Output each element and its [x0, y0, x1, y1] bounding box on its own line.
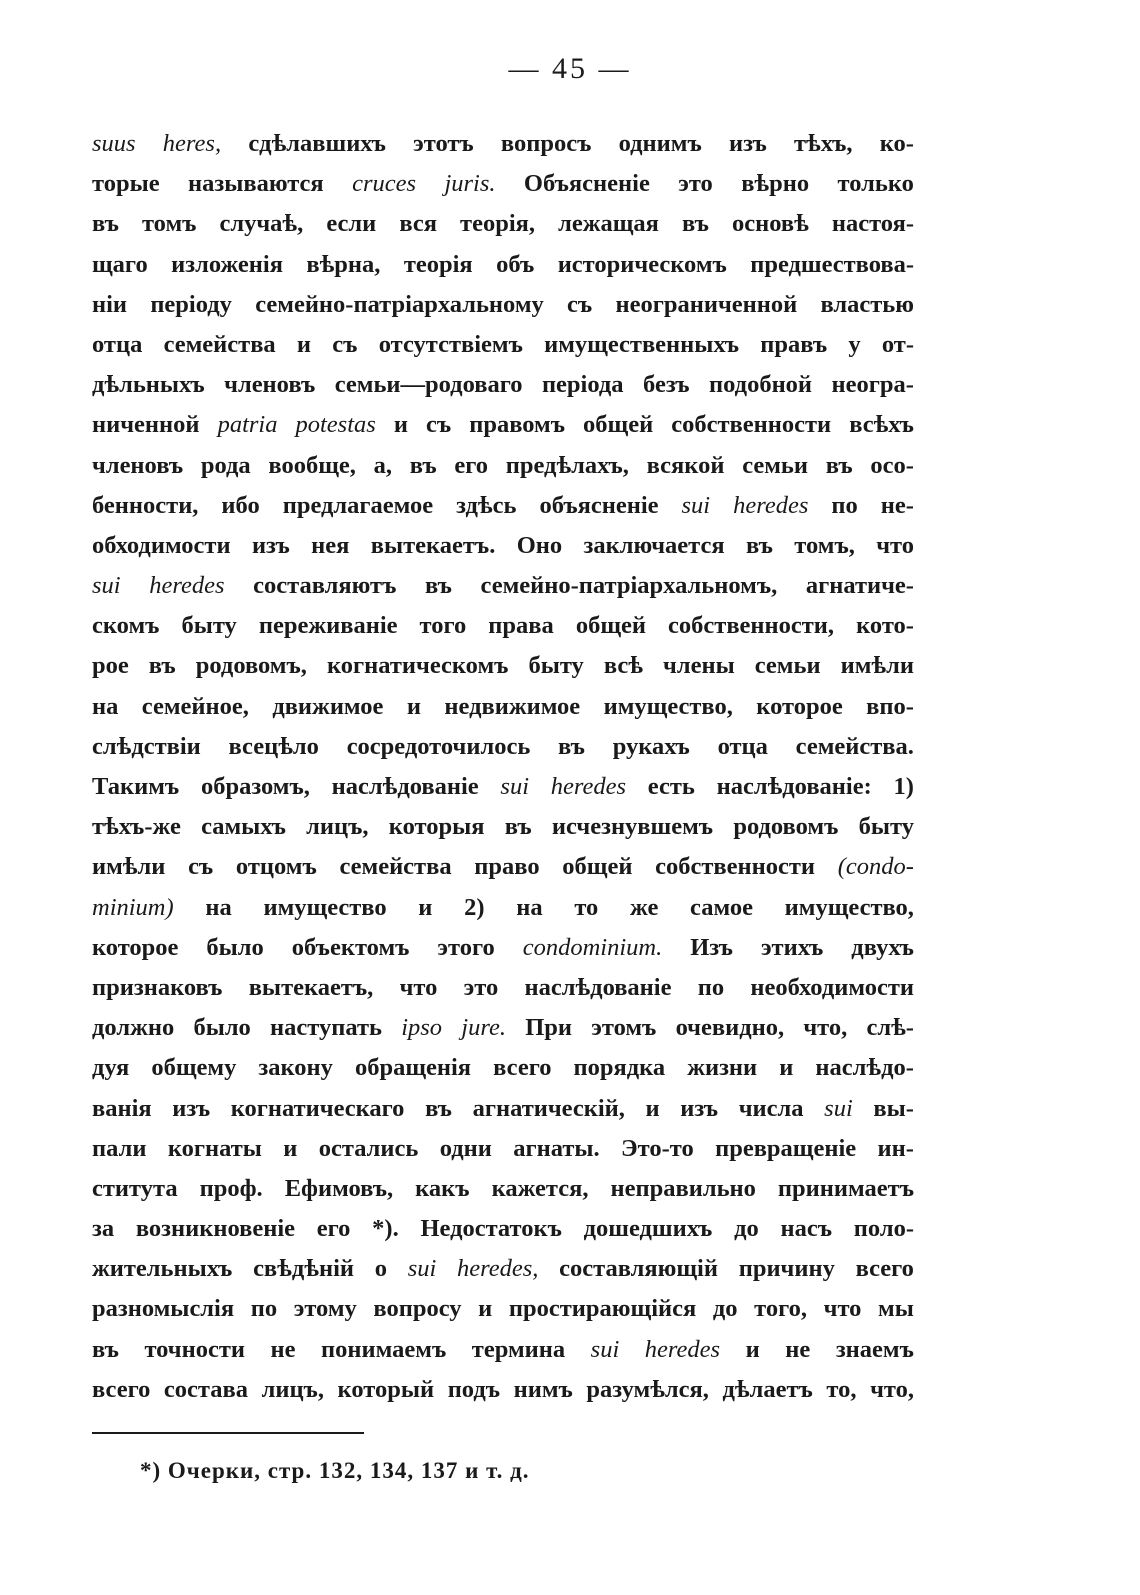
text-line: за возникновеніе его *). Недостатокъ дошедшихъ до насъ поло- [92, 1215, 914, 1243]
text-line: которое было объектомъ этого condominium. Изъ этихъ двухъ [92, 933, 914, 961]
text-line: ниченной patria potestas и съ правомъ общей собственности всѣхъ [92, 411, 914, 439]
text-line: suus heres, сдѣлавшихъ этотъ вопросъ однимъ изъ тѣхъ, ко- [92, 130, 914, 157]
text-line: торые называются cruces juris. Объясненіе это вѣрно только [92, 170, 914, 198]
text-line: на семейное, движимое и недвижимое имущество, которое впо- [92, 692, 914, 720]
text-line: рое въ родовомъ, когнатическомъ быту всѣ члены семьи имѣли [92, 652, 914, 680]
text-line: пали когнаты и остались одни агнаты. Это-то превращеніе ин- [92, 1134, 914, 1162]
text-line: ститута проф. Ефимовъ, какъ кажется, неправильно принимаетъ [92, 1174, 914, 1202]
text-line: бенности, ибо предлагаемое здѣсь объясненіе sui heredes по не- [92, 491, 914, 519]
text-line: отца семейства и съ отсутствіемъ имущественныхъ правъ у от- [92, 330, 914, 358]
text-line: тѣхъ-же самыхъ лицъ, которыя въ исчезнувшемъ родовомъ быту [92, 813, 914, 841]
text-line: ванія изъ когнатическаго въ агнатическій, и изъ числа sui вы- [92, 1094, 914, 1122]
text-line: скомъ быту переживаніе того права общей собственности, кото- [92, 612, 914, 640]
text-line: имѣли съ отцомъ семейства право общей собственности (condo- [92, 853, 914, 881]
text-line: обходимости изъ нея вытекаетъ. Оно заключается въ томъ, что [92, 531, 914, 559]
main-text [92, 124, 914, 1410]
text-line: Такимъ образомъ, наслѣдованіе sui heredes есть наслѣдованіе: 1) [92, 773, 914, 800]
page-number: — 45 — [508, 52, 632, 85]
text-line: дѣльныхъ членовъ семьи—родоваго періода безъ подобной неогра- [92, 371, 914, 399]
text-line: разномыслія по этому вопросу и простирающійся до того, что мы [92, 1295, 914, 1323]
text-line: щаго изложенія вѣрна, теорія объ историческомъ предшествова- [92, 250, 914, 278]
text-line: членовъ рода вообще, а, въ его предѣлахъ, всякой семьи въ осо- [92, 451, 914, 479]
text-line: въ точности не понимаемъ термина sui heredes и не знаемъ [92, 1335, 914, 1363]
text-line: должно было наступать ipso jure. При этомъ очевидно, что, слѣ- [92, 1014, 914, 1042]
text-line: жительныхъ свѣдѣній о sui heredes, составляющій причину всего [92, 1255, 914, 1283]
text-line: всего состава лицъ, который подъ нимъ разумѣлся, дѣлаетъ то, что, [92, 1375, 914, 1403]
footnote: *) Очерки, стр. 132, 134, 137 и т. д. [140, 1458, 530, 1483]
text-line: въ томъ случаѣ, если вся теорія, лежащая въ основѣ настоя- [92, 210, 914, 238]
text-line: признаковъ вытекаетъ, что это наслѣдованіе по необходимости [92, 973, 914, 1001]
text-line: слѣдствіи всецѣло сосредоточилось въ рукахъ отца семейства. [92, 732, 914, 760]
text-line: sui heredes составляютъ въ семейно-патріархальномъ, агнатиче- [92, 572, 914, 600]
text-line: minium) на имущество и 2) на то же самое имущество, [92, 893, 914, 921]
text-line: дуя общему закону обращенія всего порядка жизни и наслѣдо- [92, 1054, 914, 1082]
text-line: ніи періоду семейно-патріархальному съ неограниченной властью [92, 290, 914, 318]
footnote-divider [92, 1432, 364, 1434]
